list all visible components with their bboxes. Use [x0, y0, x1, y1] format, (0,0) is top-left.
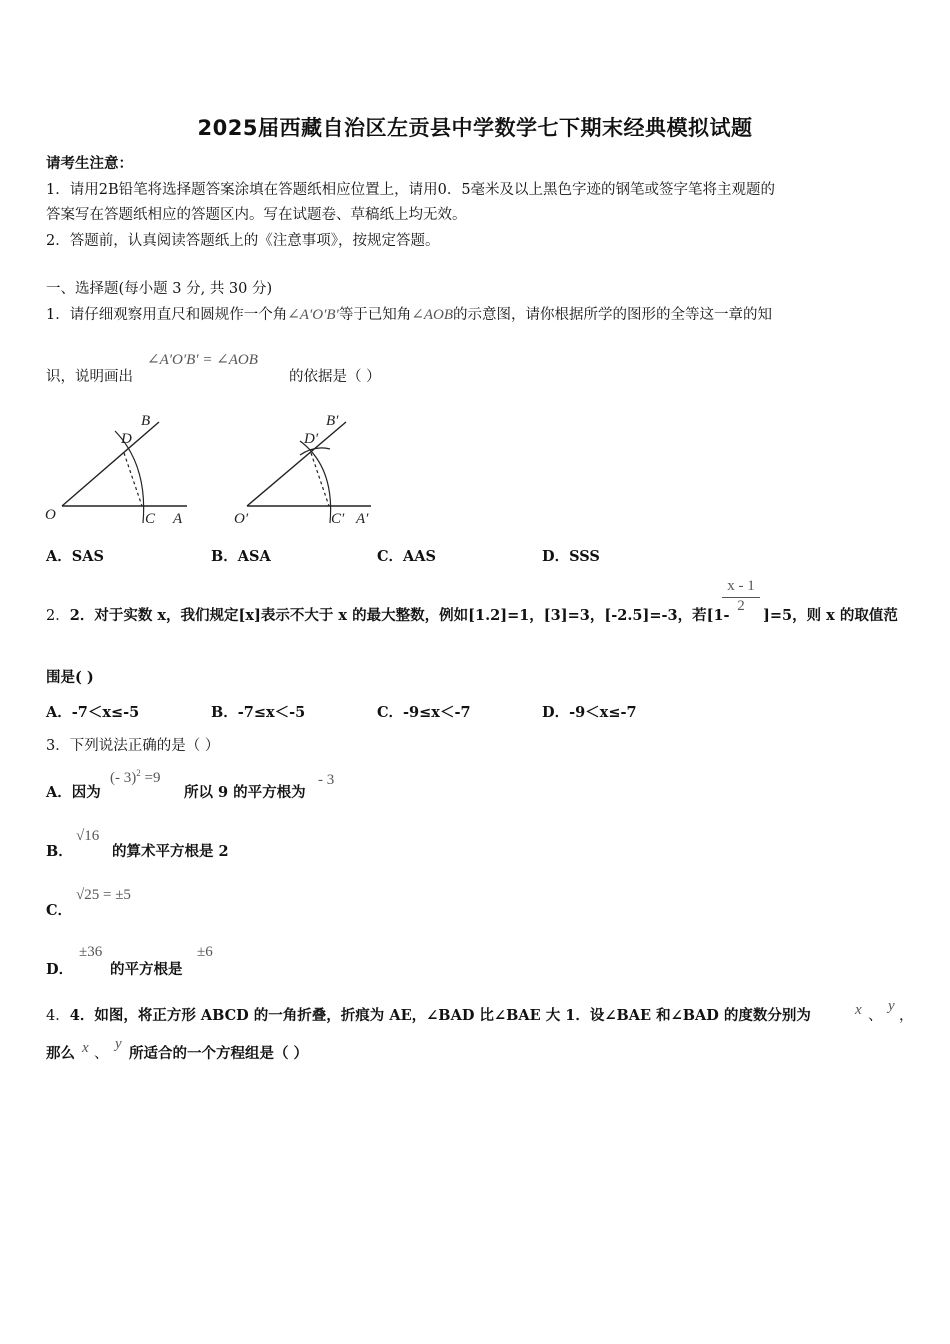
- q4-separator: 、: [868, 1008, 883, 1024]
- label-b-prime: B′: [326, 413, 339, 429]
- notice-heading: 请考生注意：: [46, 155, 133, 172]
- q2-text-3: 围是( ): [46, 669, 94, 686]
- q4-var-x-2: x: [82, 1040, 89, 1056]
- q3-stem: 3．下列说法正确的是（ ）: [46, 738, 220, 754]
- q3-option-d-math: ±36: [79, 944, 103, 960]
- q4-var-x: x: [855, 1002, 862, 1018]
- q3-option-d-root: ±6: [197, 944, 213, 960]
- label-b: B: [141, 413, 151, 429]
- arc-c-prime: [300, 441, 331, 523]
- q3-option-d-text: 的平方根是: [110, 961, 183, 978]
- q1-text-2: 等于已知角: [338, 307, 412, 323]
- q1-angle-prime: ∠A′O′B′: [287, 307, 339, 323]
- page-title: 2025届西藏自治区左贡县中学数学七下期末经典模拟试题: [197, 116, 753, 140]
- q2-fraction: [722, 578, 760, 615]
- q3-option-a-root: - 3: [318, 772, 335, 788]
- q2-option-b: B．-7≤x＜-5: [211, 704, 306, 721]
- q4-var-y: y: [888, 998, 895, 1014]
- q3-option-b-label: B．: [46, 843, 73, 860]
- question-1-line-1: [46, 303, 772, 324]
- q3-option-d-label: D．: [46, 961, 74, 978]
- q3-option-c-label: C．: [46, 902, 73, 919]
- q3-option-c-math: √25 = ±5: [76, 887, 131, 903]
- q3-option-b-math: √16: [76, 828, 100, 844]
- dashed-segment-dc: [124, 453, 142, 506]
- q1-option-d: D．SSS: [542, 548, 600, 565]
- q1-text-3: 的示意图，请你根据所学的图形的全等这一章的知: [453, 307, 773, 323]
- q1-text-5: 的依据是（ ）: [289, 369, 381, 385]
- q4-comma: ，: [899, 1008, 914, 1024]
- q3-option-b-text: 的算术平方根是 2: [112, 843, 229, 860]
- figure-angle-a-o-b-prime: [230, 405, 390, 530]
- label-o-prime: O′: [234, 511, 249, 527]
- q4-line-1: 4．4．如图，将正方形 ABCD 的一角折叠，折痕为 AE，∠BAD 比∠BAE 大 1．设∠BAE 和∠BAD 的度数分别为: [46, 1007, 811, 1024]
- arc-d-prime: [300, 448, 330, 455]
- q1-option-b: B．ASA: [211, 548, 271, 565]
- q2-option-c: C．-9≤x＜-7: [377, 704, 471, 721]
- q3-a-exponent: 2: [136, 768, 141, 778]
- notice-item-1-line-2: 答案写在答题纸相应的答题区内。写在试题卷、草稿纸上均无效。: [46, 207, 467, 223]
- q1-option-a: A．SAS: [46, 548, 104, 565]
- q2-fraction-numerator: x - 1: [722, 578, 760, 598]
- q3-option-a-math: [110, 768, 160, 787]
- q1-text-4: 识，说明画出: [46, 369, 133, 385]
- ray-ob: [62, 422, 159, 506]
- q3-option-a-text: 所以 9 的平方根为: [184, 784, 306, 801]
- q1-angle-aob: ∠AOB: [411, 307, 454, 323]
- q3-a-result: =9: [140, 770, 161, 786]
- q2-stem: 2．对于实数 x，我们规定[x]表示不大于 x 的最大整数，例如[1.2]=1，[3]=3，[-2.5]=-3，若[1-: [69, 607, 730, 624]
- q1-option-c: C．AAS: [377, 548, 437, 565]
- q4-var-y-2: y: [115, 1036, 122, 1052]
- notice-item-1-line-1: 1．请用2B铅笔将选择题答案涂填在答题纸相应位置上，请用0．5毫米及以上黑色字迹的钢笔或签字笔将主观题的: [46, 182, 776, 198]
- label-d: D: [121, 431, 132, 447]
- label-o: O: [45, 507, 56, 523]
- label-d-prime: D′: [304, 431, 319, 447]
- label-a-prime: A′: [356, 511, 369, 527]
- q1-text-1: 1．请仔细观察用直尺和圆规作一个角: [46, 307, 288, 323]
- notice-item-2: 2．答题前，认真阅读答题纸上的《注意事项》，按规定答题。: [46, 233, 440, 249]
- figure-angle-aob: [40, 405, 200, 530]
- q4-text-2: 那么: [46, 1045, 75, 1062]
- q4-text-3: 所适合的一个方程组是（ ）: [129, 1045, 309, 1062]
- label-c-prime: C′: [331, 511, 345, 527]
- q1-angle-equation: ∠A′O′B′ = ∠AOB: [147, 352, 258, 368]
- label-c: C: [145, 511, 156, 527]
- q3-a-base: (- 3): [110, 770, 137, 786]
- q2-option-d: D．-9＜x≤-7: [542, 704, 637, 721]
- ray-o-b-prime: [247, 422, 346, 506]
- q2-text-2: ]=5，则 x 的取值范: [763, 607, 898, 624]
- q3-option-a-label: A．因为: [46, 784, 101, 801]
- q4-separator-2: 、: [94, 1046, 109, 1062]
- q2-option-a: A．-7＜x≤-5: [46, 704, 140, 721]
- section-heading: 一、选择题(每小题 3 分, 共 30 分): [46, 281, 273, 297]
- q2-fraction-denominator: 2: [737, 598, 745, 614]
- q4-stem: 4．如图，将正方形 ABCD 的一角折叠，折痕为 AE，∠BAD 比∠BAE 大 1．设∠BAE 和∠BAD 的度数分别为: [69, 1007, 811, 1024]
- q2-text-1: 2．2．对于实数 x，我们规定[x]表示不大于 x 的最大整数，例如[1.2]=1，[3]=3，[-2.5]=-3，若[1-: [46, 607, 730, 624]
- label-a: A: [173, 511, 183, 527]
